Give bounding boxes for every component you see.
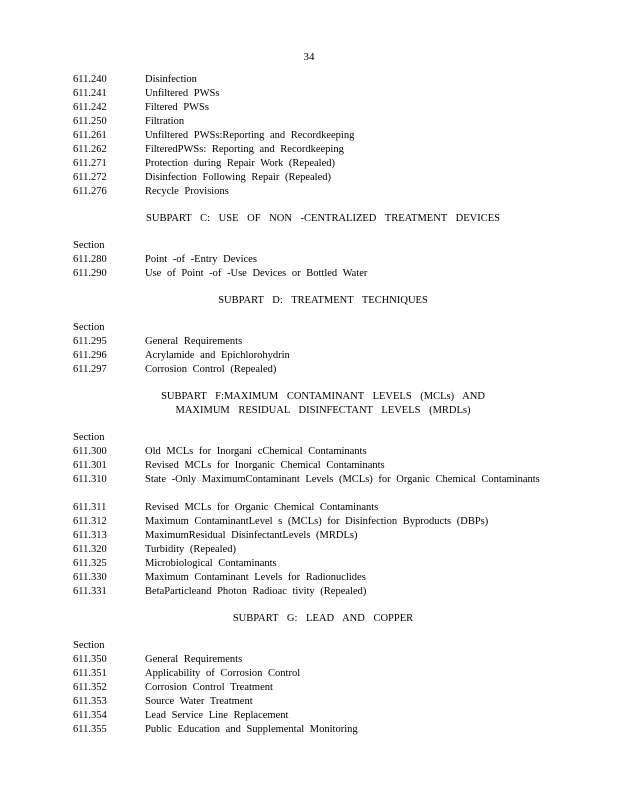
table-of-contents (73, 73, 573, 737)
subpart-heading-line: SUBPART D: TREATMENT TECHNIQUES (218, 295, 428, 306)
section-number: 611.262 (73, 144, 107, 155)
section-number: 611.296 (73, 350, 107, 361)
toc-entry (73, 101, 573, 115)
subpart-heading (73, 294, 573, 308)
subpart-block (73, 612, 573, 737)
subpart-block (73, 294, 573, 377)
toc-entry (73, 157, 573, 171)
section-title: Filtered PWSs (145, 102, 209, 113)
toc-entry (73, 571, 573, 585)
section-number: 611.312 (73, 516, 107, 527)
toc-entry (73, 695, 573, 709)
section-number: 611.271 (73, 158, 107, 169)
section-title: Protection during Repair Work (Repealed) (145, 158, 335, 169)
toc-entry (73, 501, 573, 515)
section-label: Section (73, 432, 105, 443)
section-title: Maximum Contaminant Levels for Radionuclides (145, 572, 366, 583)
section-number: 611.241 (73, 88, 107, 99)
section-number: 611.325 (73, 558, 107, 569)
toc-entry (73, 529, 573, 543)
section-number: 611.320 (73, 544, 107, 555)
toc-entry (73, 667, 573, 681)
section-number: 611.351 (73, 668, 107, 679)
section-title: BetaParticleand Photon Radioac tivity (Repealed) (145, 586, 367, 597)
section-title: General Requirements (145, 336, 243, 347)
subpart-block (73, 212, 573, 281)
toc-entry (73, 129, 573, 143)
section-title: Point -of -Entry Devices (145, 254, 257, 265)
section-number: 611.353 (73, 696, 107, 707)
section-title: FilteredPWSs: Reporting and Recordkeeping (145, 144, 344, 155)
section-title: Filtration (145, 116, 185, 127)
page-number: 34 (303, 51, 315, 63)
section-number: 611.331 (73, 586, 107, 597)
section-title: General Requirements (145, 654, 243, 665)
section-number: 611.311 (73, 502, 107, 513)
section-title: Maximum ContaminantLevel s (MCLs) for Disinfection Byproducts (DBPs) (145, 516, 489, 527)
subpart-heading (73, 212, 573, 226)
toc-entry (73, 723, 573, 737)
section-title: Disinfection Following Repair (Repealed) (145, 172, 331, 183)
subpart-heading (73, 390, 573, 418)
section-number: 611.240 (73, 74, 107, 85)
toc-entry (73, 87, 573, 101)
toc-entry (73, 73, 573, 87)
subpart-heading-line: SUBPART G: LEAD AND COPPER (232, 613, 414, 624)
section-number: 611.300 (73, 446, 107, 457)
toc-entry (73, 557, 573, 571)
section-title: Lead Service Line Replacement (145, 710, 289, 721)
section-title: Revised MCLs for Organic Chemical Contaminants (145, 502, 379, 513)
toc-entry (73, 459, 573, 473)
section-title: Revised MCLs for Inorganic Chemical Contaminants (145, 460, 385, 471)
section-title: Unfiltered PWSs:Reporting and Recordkeeping (145, 130, 355, 141)
toc-entry (73, 267, 573, 281)
subpart-heading-line: MAXIMUM RESIDUAL DISINFECTANT LEVELS (MRDLs) (175, 405, 471, 416)
toc-entry (73, 185, 573, 199)
subpart-heading-line: SUBPART C: USE OF NON -CENTRALIZED TREATMENT DEVICES (146, 213, 500, 224)
toc-entry (73, 363, 573, 377)
section-title: Acrylamide and Epichlorohydrin (145, 350, 290, 361)
section-number: 611.297 (73, 364, 107, 375)
section-number: 611.276 (73, 186, 107, 197)
toc-entry (73, 473, 573, 501)
section-title: Disinfection (145, 74, 197, 85)
section-title: Old MCLs for Inorgani cChemical Contaminants (145, 446, 367, 457)
section-title: Unfiltered PWSs (145, 88, 220, 99)
section-number: 611.330 (73, 572, 107, 583)
toc-entry (73, 653, 573, 667)
section-label: Section (73, 322, 105, 333)
section-title: Use of Point -of -Use Devices or Bottled Water (145, 268, 368, 279)
toc-entry (73, 681, 573, 695)
toc-entry (73, 445, 573, 459)
subpart-block (73, 390, 573, 599)
subpart-heading (73, 612, 573, 626)
toc-entry (73, 515, 573, 529)
section-number: 611.355 (73, 724, 107, 735)
section-number: 611.242 (73, 102, 107, 113)
section-number: 611.272 (73, 172, 107, 183)
section-title: Corrosion Control Treatment (145, 682, 273, 693)
section-number: 611.290 (73, 268, 107, 279)
section-title: MaximumResidual DisinfectantLevels (MRDLs) (145, 530, 358, 541)
section-number: 611.301 (73, 460, 107, 471)
toc-entry (73, 349, 573, 363)
section-number: 611.250 (73, 116, 107, 127)
toc-entry (73, 709, 573, 723)
toc-entry (73, 115, 573, 129)
section-title: State -Only MaximumContaminant Levels (MCLs) for Organic Chemical Contaminants (145, 474, 540, 485)
section-number: 611.261 (73, 130, 107, 141)
section-number: 611.310 (73, 474, 107, 485)
section-title: Corrosion Control (Repealed) (145, 364, 277, 375)
toc-entry (73, 585, 573, 599)
toc-entry (73, 253, 573, 267)
section-title: Applicability of Corrosion Control (145, 668, 301, 679)
toc-entry (73, 143, 573, 157)
section-title: Public Education and Supplemental Monitoring (145, 724, 358, 735)
section-number: 611.352 (73, 682, 107, 693)
section-label: Section (73, 640, 105, 651)
section-number: 611.354 (73, 710, 107, 721)
toc-entry (73, 171, 573, 185)
section-title: Microbiological Contaminants (145, 558, 277, 569)
subpart-block (73, 73, 573, 199)
section-title: Source Water Treatment (145, 696, 253, 707)
subpart-heading-line: SUBPART F:MAXIMUM CONTAMINANT LEVELS (MCLs) AND (161, 391, 485, 402)
section-number: 611.280 (73, 254, 107, 265)
section-label: Section (73, 240, 105, 251)
section-number: 611.295 (73, 336, 107, 347)
toc-entry (73, 335, 573, 349)
section-title: Recycle Provisions (145, 186, 229, 197)
section-number: 611.350 (73, 654, 107, 665)
section-number: 611.313 (73, 530, 107, 541)
toc-entry (73, 543, 573, 557)
section-title: Turbidity (Repealed) (145, 544, 236, 555)
